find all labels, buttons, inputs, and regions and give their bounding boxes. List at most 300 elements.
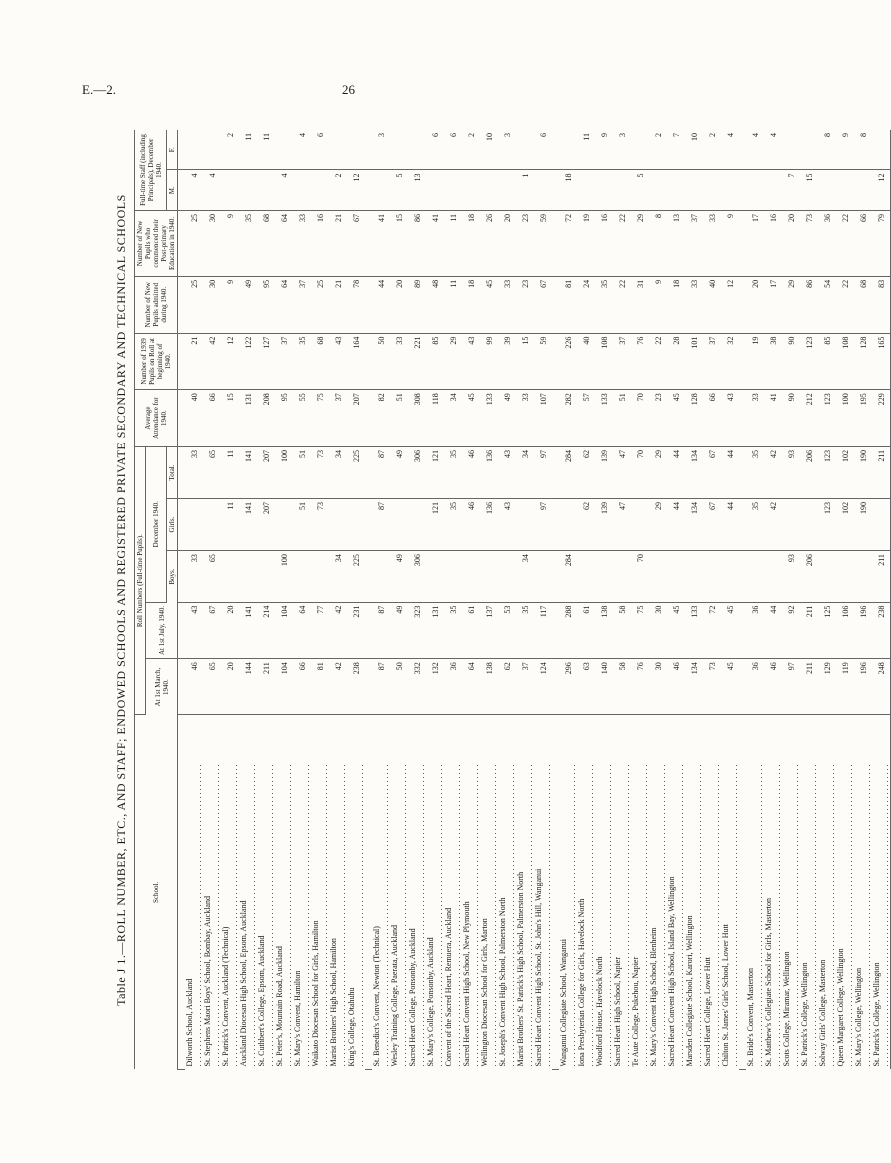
cell-n1939: 12 <box>221 333 239 390</box>
cell-n1939: 43 <box>329 333 347 390</box>
cell-boys <box>649 551 667 602</box>
cell-f <box>185 130 203 170</box>
cell-n1939: 221 <box>408 333 426 390</box>
header-school: School. <box>135 715 178 1070</box>
cell-m <box>613 170 631 210</box>
school-name-text: Marist Brothers' High School, Hamilton <box>329 938 338 1067</box>
school-name-text: St. Peter's, Mountain Road, Auckland <box>275 946 284 1067</box>
cell-n1939: 33 <box>390 333 408 390</box>
cell-girls: 62 <box>577 499 595 551</box>
cell-f <box>631 130 649 170</box>
cell-jul: 45 <box>667 602 685 659</box>
cell-com: 18 <box>462 210 480 276</box>
cell-boys: 70 <box>631 551 649 602</box>
cell-adm: 37 <box>293 276 311 333</box>
cell-avg: 95 <box>275 390 293 447</box>
cell-m <box>221 170 239 210</box>
cell-boys: 49 <box>390 551 408 602</box>
cell-com: 16 <box>764 210 782 276</box>
cell-avg: 229 <box>872 390 891 447</box>
cell-adm: 29 <box>782 276 800 333</box>
cell-girls: 97 <box>534 499 552 551</box>
cell-boys <box>685 551 703 602</box>
cell-m <box>372 170 390 210</box>
cell-avg: 75 <box>311 390 329 447</box>
cell-adm: 9 <box>221 276 239 333</box>
group-spacer <box>178 130 186 1070</box>
cell-com: 37 <box>685 210 703 276</box>
cell-avg: 82 <box>372 390 390 447</box>
cell-total: 49 <box>390 446 408 498</box>
cell-n1939: 32 <box>721 333 739 390</box>
cell-total: 35 <box>444 446 462 498</box>
cell-com: 15 <box>390 210 408 276</box>
cell-total: 225 <box>347 446 365 498</box>
header-average: Average Attendance for 1940. <box>135 390 178 447</box>
school-name <box>185 715 203 1070</box>
cell-f: 4 <box>293 130 311 170</box>
table-row <box>667 130 685 1070</box>
cell-n1939: 99 <box>480 333 498 390</box>
school-name-text: Sacred Heart Convent High School, Island Bay, Wellington <box>667 876 676 1067</box>
cell-m <box>577 170 595 210</box>
school-name <box>293 715 311 1070</box>
cell-com: 35 <box>239 210 257 276</box>
cell-m: 4 <box>275 170 293 210</box>
cell-n1939: 28 <box>667 333 685 390</box>
cell-f: 10 <box>685 130 703 170</box>
table-title: Table J 1.—ROLL NUMBER, ETC., AND STAFF; ENDOWED SCHOOLS AND REGISTERED PRIVATE SECONDARY AND TECHNICAL SCHOOLS <box>114 194 128 1006</box>
cell-m <box>746 170 764 210</box>
cell-adm: 33 <box>685 276 703 333</box>
cell-f: 2 <box>703 130 721 170</box>
cell-boys <box>426 551 444 602</box>
cell-boys <box>239 551 257 602</box>
cell-girls: 44 <box>667 499 685 551</box>
cell-avg: 208 <box>257 390 275 447</box>
cell-girls: 134 <box>685 499 703 551</box>
cell-com: 64 <box>275 210 293 276</box>
cell-jul: 30 <box>649 602 667 659</box>
cell-total: 123 <box>818 446 836 498</box>
cell-com: 33 <box>703 210 721 276</box>
cell-boys: 34 <box>516 551 534 602</box>
cell-n1939: 123 <box>800 333 818 390</box>
cell-jul: 49 <box>390 602 408 659</box>
school-name-text: St. Mary's Convent High School, Blenheim <box>649 927 658 1067</box>
school-name <box>667 715 685 1070</box>
school-name <box>854 715 872 1070</box>
cell-adm: 17 <box>764 276 782 333</box>
cell-jul: 61 <box>577 602 595 659</box>
table-row <box>516 130 534 1070</box>
table-row <box>685 130 703 1070</box>
cell-mar: 66 <box>293 659 311 715</box>
cell-mar: 124 <box>534 659 552 715</box>
cell-girls: 44 <box>721 499 739 551</box>
cell-m: 4 <box>185 170 203 210</box>
cell-com: 9 <box>721 210 739 276</box>
school-name <box>516 715 534 1070</box>
cell-avg: 212 <box>800 390 818 447</box>
cell-jul: 35 <box>444 602 462 659</box>
cell-avg: 51 <box>390 390 408 447</box>
table-row <box>426 130 444 1070</box>
cell-boys: 225 <box>347 551 365 602</box>
cell-adm: 30 <box>203 276 221 333</box>
cell-m <box>836 170 854 210</box>
school-name-text: Sacred Heart High School, Napier <box>613 956 622 1067</box>
cell-n1939: 85 <box>818 333 836 390</box>
school-name-text: Queen Margaret College, Wellington <box>836 948 845 1067</box>
cell-total: 42 <box>764 446 782 498</box>
cell-girls: 11 <box>221 499 239 551</box>
school-name-text: Iona Presbyterian College for Girls, Havelock North <box>577 898 586 1067</box>
table-row <box>390 130 408 1070</box>
table-row <box>746 130 764 1070</box>
cell-adm: 9 <box>649 276 667 333</box>
school-name <box>329 715 347 1070</box>
cell-jul: 77 <box>311 602 329 659</box>
cell-f: 8 <box>818 130 836 170</box>
cell-avg: 282 <box>559 390 577 447</box>
table-row <box>703 130 721 1070</box>
cell-mar: 211 <box>257 659 275 715</box>
cell-adm: 48 <box>426 276 444 333</box>
cell-adm: 95 <box>257 276 275 333</box>
cell-m: 13 <box>408 170 426 210</box>
school-name <box>577 715 595 1070</box>
table-row <box>721 130 739 1070</box>
header-commenced: Number of New Pupils who commenced their Post-primary Education in 1940. <box>135 210 178 276</box>
cell-n1939: 76 <box>631 333 649 390</box>
school-name-text: St. Matthew's Collegiate School for Girls, Masterton <box>764 897 773 1067</box>
cell-m: 12 <box>872 170 891 210</box>
cell-boys <box>746 551 764 602</box>
cell-n1939: 42 <box>203 333 221 390</box>
cell-total: 35 <box>746 446 764 498</box>
cell-girls: 139 <box>595 499 613 551</box>
cell-n1939: 85 <box>426 333 444 390</box>
cell-com: 21 <box>329 210 347 276</box>
cell-f: 3 <box>372 130 390 170</box>
cell-adm: 22 <box>836 276 854 333</box>
cell-total: 306 <box>408 446 426 498</box>
cell-n1939: 226 <box>559 333 577 390</box>
cell-mar: 87 <box>372 659 390 715</box>
cell-n1939: 128 <box>854 333 872 390</box>
cell-boys <box>480 551 498 602</box>
header-staff: Full-time Staff (including Principals), December 1940. <box>135 130 167 210</box>
cell-f: 9 <box>595 130 613 170</box>
cell-avg: 118 <box>426 390 444 447</box>
cell-boys <box>818 551 836 602</box>
school-name-text: St. Mary's College, Wellington <box>854 967 863 1067</box>
cell-mar: 36 <box>746 659 764 715</box>
cell-mar: 45 <box>721 659 739 715</box>
school-name-text: St. Patrick's Convent, Auckland (Technical) <box>221 926 230 1067</box>
school-name-text: St. Benedict's Convent, Newton (Technical) <box>372 926 381 1067</box>
cell-f <box>203 130 221 170</box>
cell-avg: 133 <box>480 390 498 447</box>
school-name <box>559 715 577 1070</box>
cell-n1939: 122 <box>239 333 257 390</box>
cell-boys <box>534 551 552 602</box>
cell-total: 284 <box>559 446 577 498</box>
school-name <box>311 715 329 1070</box>
cell-total: 43 <box>498 446 516 498</box>
school-name-text: Sacred Heart Convent High School, New Plymouth <box>462 901 471 1067</box>
cell-girls <box>800 499 818 551</box>
cell-total: 190 <box>854 446 872 498</box>
cell-n1939: 164 <box>347 333 365 390</box>
cell-com: 41 <box>372 210 390 276</box>
rotated-table-region <box>112 130 886 1070</box>
cell-m <box>293 170 311 210</box>
cell-total: 44 <box>721 446 739 498</box>
cell-adm: 49 <box>239 276 257 333</box>
cell-m <box>239 170 257 210</box>
table-row <box>764 130 782 1070</box>
school-name <box>257 715 275 1070</box>
cell-girls: 190 <box>854 499 872 551</box>
cell-total: 211 <box>872 446 891 498</box>
cell-f <box>408 130 426 170</box>
cell-mar: 138 <box>480 659 498 715</box>
cell-girls <box>516 499 534 551</box>
cell-n1939: 165 <box>872 333 891 390</box>
cell-avg: 66 <box>203 390 221 447</box>
school-name <box>746 715 764 1070</box>
school-name-text: St. Joseph's Convent High School, Palmerston North <box>498 897 507 1067</box>
cell-m <box>721 170 739 210</box>
school-name <box>764 715 782 1070</box>
cell-avg: 107 <box>534 390 552 447</box>
cell-girls: 67 <box>703 499 721 551</box>
cell-avg: 57 <box>577 390 595 447</box>
cell-jul: 125 <box>818 602 836 659</box>
cell-boys <box>444 551 462 602</box>
cell-boys: 284 <box>559 551 577 602</box>
cell-mar: 132 <box>426 659 444 715</box>
school-name-text: Sacred Heart College, Ponsonby, Auckland <box>408 928 417 1067</box>
roll-number-table <box>134 130 891 1070</box>
table-body <box>178 130 891 1070</box>
school-name-text: Dilworth School, Auckland <box>185 978 194 1067</box>
cell-mar: 64 <box>462 659 480 715</box>
cell-total: 141 <box>239 446 257 498</box>
cell-m <box>498 170 516 210</box>
cell-mar: 76 <box>631 659 649 715</box>
cell-adm: 11 <box>444 276 462 333</box>
table-row <box>534 130 552 1070</box>
cell-girls <box>275 499 293 551</box>
cell-total: 206 <box>800 446 818 498</box>
cell-girls: 35 <box>444 499 462 551</box>
school-name-text: St. Mary's Convent, Hamilton <box>293 970 302 1067</box>
cell-adm: 24 <box>577 276 595 333</box>
school-name-text: King's College, Otahuhu <box>347 987 356 1067</box>
cell-m <box>764 170 782 210</box>
cell-f: 8 <box>854 130 872 170</box>
cell-n1939: 19 <box>746 333 764 390</box>
cell-adm: 68 <box>854 276 872 333</box>
cell-jul: 137 <box>480 602 498 659</box>
cell-girls <box>203 499 221 551</box>
school-name <box>836 715 854 1070</box>
cell-adm: 78 <box>347 276 365 333</box>
cell-m: 2 <box>329 170 347 210</box>
cell-com: 16 <box>311 210 329 276</box>
cell-jul: 43 <box>185 602 203 659</box>
cell-avg: 66 <box>703 390 721 447</box>
cell-mar: 30 <box>649 659 667 715</box>
cell-com: 73 <box>800 210 818 276</box>
cell-com: 8 <box>649 210 667 276</box>
cell-adm: 33 <box>498 276 516 333</box>
cell-n1939: 21 <box>185 333 203 390</box>
cell-n1939: 15 <box>516 333 534 390</box>
cell-total: 46 <box>462 446 480 498</box>
cell-n1939: 38 <box>764 333 782 390</box>
group-spacer <box>552 130 559 1070</box>
cell-jul: 35 <box>516 602 534 659</box>
cell-adm: 12 <box>721 276 739 333</box>
cell-jul: 133 <box>685 602 703 659</box>
cell-avg: 131 <box>239 390 257 447</box>
table-row <box>275 130 293 1070</box>
cell-n1939: 108 <box>595 333 613 390</box>
cell-m <box>444 170 462 210</box>
cell-adm: 20 <box>746 276 764 333</box>
cell-n1939: 90 <box>782 333 800 390</box>
school-name <box>631 715 649 1070</box>
cell-jul: 238 <box>872 602 891 659</box>
cell-com: 67 <box>347 210 365 276</box>
cell-boys <box>703 551 721 602</box>
cell-com: 20 <box>782 210 800 276</box>
school-name-text: St. Patrick's College, Wellington <box>872 962 881 1067</box>
school-name <box>462 715 480 1070</box>
cell-n1939: 59 <box>534 333 552 390</box>
cell-adm: 89 <box>408 276 426 333</box>
school-name-text: St. Patrick's College, Wellington <box>800 962 809 1067</box>
table-row <box>311 130 329 1070</box>
cell-total: 73 <box>311 446 329 498</box>
cell-girls <box>782 499 800 551</box>
cell-mar: 65 <box>203 659 221 715</box>
table-row <box>347 130 365 1070</box>
cell-f: 7 <box>667 130 685 170</box>
table-row <box>800 130 818 1070</box>
cell-adm: 31 <box>631 276 649 333</box>
cell-com: 79 <box>872 210 891 276</box>
cell-f <box>872 130 891 170</box>
cell-adm: 44 <box>372 276 390 333</box>
cell-n1939: 39 <box>498 333 516 390</box>
cell-girls <box>631 499 649 551</box>
cell-boys: 34 <box>329 551 347 602</box>
cell-total: 87 <box>372 446 390 498</box>
cell-mar: 97 <box>782 659 800 715</box>
cell-m <box>649 170 667 210</box>
cell-total: 139 <box>595 446 613 498</box>
school-name <box>444 715 462 1070</box>
cell-total: 47 <box>613 446 631 498</box>
school-name <box>782 715 800 1070</box>
cell-m: 15 <box>800 170 818 210</box>
cell-total: 102 <box>836 446 854 498</box>
cell-adm: 86 <box>800 276 818 333</box>
cell-avg: 34 <box>444 390 462 447</box>
cell-jul: 323 <box>408 602 426 659</box>
cell-com: 68 <box>257 210 275 276</box>
cell-jul: 141 <box>239 602 257 659</box>
school-name <box>390 715 408 1070</box>
cell-mar: 36 <box>444 659 462 715</box>
table-row <box>239 130 257 1070</box>
school-name-text: Solway Girls' College, Masterton <box>818 959 827 1067</box>
cell-girls: 121 <box>426 499 444 551</box>
cell-avg: 195 <box>854 390 872 447</box>
cell-com: 9 <box>221 210 239 276</box>
school-name <box>408 715 426 1070</box>
cell-mar: 46 <box>764 659 782 715</box>
school-name <box>800 715 818 1070</box>
cell-total: 121 <box>426 446 444 498</box>
cell-f: 3 <box>498 130 516 170</box>
school-name-text: Marsden Collegiate School, Karori, Wellington <box>685 915 694 1067</box>
cell-jul: 231 <box>347 602 365 659</box>
school-name <box>203 715 221 1070</box>
cell-girls: 42 <box>764 499 782 551</box>
cell-mar: 63 <box>577 659 595 715</box>
cell-adm: 45 <box>480 276 498 333</box>
cell-jul: 72 <box>703 602 721 659</box>
cell-com: 33 <box>293 210 311 276</box>
cell-m: 5 <box>390 170 408 210</box>
cell-girls: 73 <box>311 499 329 551</box>
cell-avg: 45 <box>667 390 685 447</box>
cell-com: 29 <box>631 210 649 276</box>
cell-total: 136 <box>480 446 498 498</box>
cell-girls: 35 <box>746 499 764 551</box>
cell-m: 4 <box>203 170 221 210</box>
cell-girls <box>347 499 365 551</box>
cell-boys <box>613 551 631 602</box>
cell-girls: 123 <box>818 499 836 551</box>
cell-com: 20 <box>498 210 516 276</box>
cell-m: 12 <box>347 170 365 210</box>
cell-mar: 196 <box>854 659 872 715</box>
cell-f <box>559 130 577 170</box>
cell-avg: 207 <box>347 390 365 447</box>
cell-total: 207 <box>257 446 275 498</box>
cell-mar: 42 <box>329 659 347 715</box>
cell-girls <box>185 499 203 551</box>
school-name <box>703 715 721 1070</box>
header-december: December 1940. <box>146 446 167 602</box>
cell-adm: 21 <box>329 276 347 333</box>
cell-boys <box>498 551 516 602</box>
cell-boys <box>721 551 739 602</box>
cell-n1939: 108 <box>836 333 854 390</box>
cell-n1939: 37 <box>275 333 293 390</box>
cell-jul: 45 <box>721 602 739 659</box>
cell-mar: 140 <box>595 659 613 715</box>
cell-m <box>311 170 329 210</box>
cell-boys <box>372 551 390 602</box>
